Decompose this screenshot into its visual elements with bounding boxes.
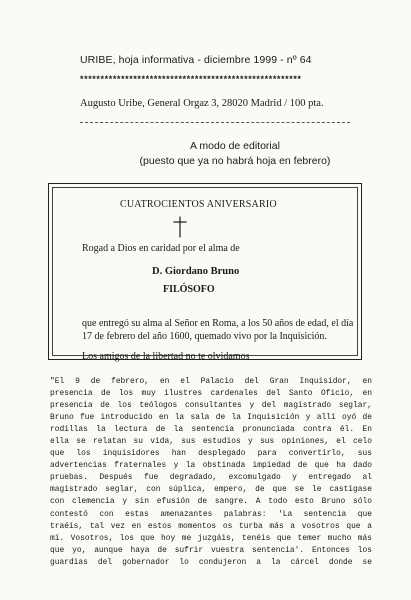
- deceased-name: D. Giordano Bruno: [152, 266, 240, 277]
- quote-line: ella se relatan su vida, sus estudios y sus opiniones, el celo: [50, 437, 372, 447]
- quote-paragraph: [50, 376, 372, 569]
- quote-line: advertencias fraternales y la obstinada impiedad de que ha dado: [50, 461, 372, 471]
- quote-line: "El 9 de febrero, en el Palacio del Gran Inquisidor, en: [50, 377, 372, 386]
- deceased-role: FILÓSOFO: [163, 284, 215, 295]
- notice-signature: Los amigos de la libertad no te olvidamos: [82, 351, 250, 362]
- publisher-address: Augusto Uribe, General Orgaz 3, 28020 Madrid / 100 pta.: [80, 98, 324, 109]
- notice-body-line-2: 17 de febrero del año 1600, quemado vivo por la Inquisición.: [82, 331, 327, 342]
- quote-line: magistrado seglar, con súplica, empero, de que se le castigase: [50, 485, 372, 495]
- quote-line: presencia de los muy ilustres cardenales del Santo Oficio, en: [50, 389, 372, 399]
- newsletter-title: URIBE, hoja informativa - diciembre 1999 - nº 64: [80, 54, 312, 66]
- prayer-line: Rogad a Dios en caridad por el alma de: [82, 243, 240, 254]
- quote-line: mí. Vosotros, los que hoy me juzgáis, tenéis que temer mucho más: [50, 533, 372, 543]
- quote-line: traéis, tal vez en estos momentos os turba más a vosotros que a: [50, 521, 372, 531]
- quote-line: guardias del gobernador lo condujeron a la cárcel donde se: [50, 557, 372, 567]
- editorial-subheading: (puesto que ya no habrá hoja en febrero): [139, 155, 331, 167]
- cross-icon: [172, 216, 188, 238]
- quote-line: con clemencia y sin efusión de sangre. A todo esto Bruno sólo: [50, 497, 372, 507]
- quote-line: contestó con estas amenazantes palabras: 'La sentencia que: [50, 509, 372, 519]
- quote-line: Bruno fue introducido en la sala de la Inquisición y allí oyó de: [50, 413, 372, 423]
- editorial-heading: A modo de editorial: [190, 140, 280, 152]
- quote-line: que yo, aunque haya de sufrir vuestra sentencia'. Entonces los: [50, 545, 372, 555]
- quote-line: pruebas. Después fue degradado, excomulgado y entregado al: [50, 473, 372, 483]
- dashed-rule: [80, 122, 350, 123]
- star-divider: ******************************************************: [80, 74, 302, 84]
- quote-line: que los inquisidores han desplegado para convertirlo, sus: [50, 449, 372, 459]
- quote-line: rodillas la lectura de la sentencia pronunciada contra él. En: [50, 425, 372, 435]
- quote-line: presencia de los teólogos consultantes y del magistrado seglar,: [50, 401, 372, 411]
- anniversary-title: CUATROCIENTOS ANIVERSARIO: [120, 199, 277, 210]
- notice-body-line-1: que entregó su alma al Señor en Roma, a los 50 años de edad, el día: [82, 318, 354, 329]
